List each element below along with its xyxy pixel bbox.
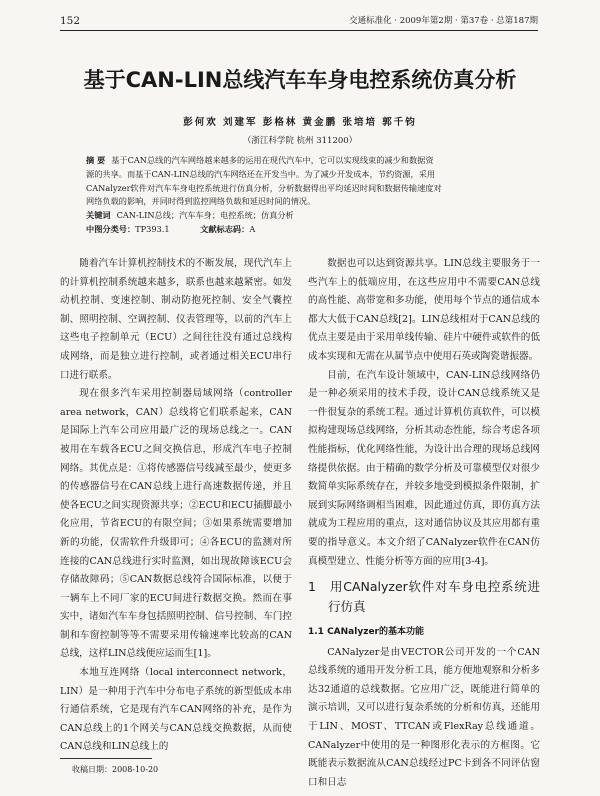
affiliation: （浙江科学院 杭州 311200）	[242, 136, 358, 146]
footnote-rule	[60, 758, 152, 759]
body-paragraph: 现在很多汽车采用控制器局域网络（controller area network，CAN）总线将它们联系起来，CAN是国际上汽车公司应用最广泛的现场总线之一。CAN被用在车载各ECU之间交换信息，形成汽车电子控制网络。其优点是：①将传感器信号线减至最少，使更多的传感器信号在CAN总线上进行高速数据传递，并且使各ECU之间实现资源共享；②ECU和ECU插脚最小化应用，节省ECU的有限空间；③如果系统需要增加新的功能，仅需软件升级即可；④各ECU的监测对所连接的CAN总线进行实时监测，如出现故障该ECU会存储故障码；⑤CAN数据总线符合国际标准，以便于一辆车上不同厂家的ECU间进行数据交换。然而在事实中，诸如汽车车身包括照明控制、信号控制、车门控制和车窗控制等等不需要采用传输速率比较高的CAN总线，这样LIN总线便应运而生[1]。	[60, 388, 292, 660]
doc-code-label: 文献标志码：	[200, 223, 250, 234]
section-number: 1	[308, 579, 316, 595]
abstract-line: 网络负载的影响，并同时得到监控网络负载和延迟时间的情况。	[86, 196, 316, 207]
abstract-line: 源的共享。而基于CAN-LIN总线的汽车网络还在开发当中。为了减少开发成本，节约资源，采用	[86, 168, 436, 179]
body-paragraph: 随着汽车计算机控制技术的不断发展，现代汽车上的计算机控制系统越来越多，联系也越来越紧密。如发动机控制、变速控制、制动防抱死控制、安全气囊控制、照明控制、空调控制、仪表管理等，以前的汽车上这些电子控制单元（ECU）之间往往没有通过总线构成网络，而是独立进行控制，或者通过相关ECU串行口进行联系。	[60, 258, 292, 381]
doc-code: A	[249, 223, 256, 234]
keywords	[86, 209, 504, 223]
right-column	[308, 255, 540, 792]
left-column	[60, 255, 292, 757]
authors: 彭何欢 刘建军 彭格林 黄金鹏 张培培 郭千钧	[183, 117, 417, 128]
section-heading	[308, 577, 540, 617]
journal-info: 交通标准化 · 2009年第2期 · 第37卷 · 总第187期	[349, 16, 538, 26]
clc-label: 中图分类号：	[86, 223, 136, 234]
paper-title: 基于CAN-LIN总线汽车车身电控系统仿真分析	[83, 68, 517, 92]
abstract-line: CANalyzer软件对汽车车身电控系统进行仿真分析，分析数据得出平均延迟时间和数据传输速度对	[86, 182, 442, 193]
body-paragraph: 数据也可以达到资源共享。LIN总线主要服务于一些汽车上的低端应用，在这些应用中不需要CAN总线的高性能、高带宽和多功能，使用每个节点的通信成本都大大低于CAN总线[2]。LIN总线相对于CAN总线的优点主要是由于采用单线传输、硅片中硬件或软件的低成本实现和无需在从属节点中使用石英或陶瓷谐振器。	[308, 258, 540, 362]
subsection-heading: 1.1 CANalyzer的基本功能	[308, 627, 424, 638]
clc-code: TP393.1	[135, 223, 170, 234]
page-number: 152	[60, 15, 81, 27]
body-paragraph: 目前，在汽车设计领域中，CAN-LIN总线网络仍是一种必须采用的技术手段，设计CAN总线系统又是一件很复杂的系统工程。通过计算机仿真软件，可以模拟构建现场总线网络，分析其动态性能，综合考虑各项性能指标，优化网络性能，为设计出合理的现场总线网络提供依据。由于精确的数学分析及可靠模型仅对很少数简单实际系统存在，并较多地受到模拟条件限制，扩展到实际网络调相当困难，因此通过仿真，即仿真方法就成为工程应用的重点，这对通信协议及其应用都有重要的指导意义。本文介绍了CANalyzer软件在CAN仿真模型建立、性能分析等方面的应用[3-4]。	[308, 369, 540, 567]
abstract-block	[86, 154, 504, 237]
received-date-footnote: 收稿日期：2008-10-20	[72, 765, 159, 774]
classification	[86, 223, 504, 237]
keywords-text: CAN-LIN总线；汽车车身；电控系统；仿真分析	[116, 210, 294, 221]
running-header	[60, 14, 538, 28]
section-title: 用CANalyzer软件对车身电控系统进行仿真	[328, 579, 540, 615]
body-paragraph: 本地互连网络（local interconnect network，LIN）是一种用于汽车中分布电子系统的新型低成本串行通信系统，它是现有汽车CAN网络的补充，是作为CAN总线上的1个网关与CAN总线交换数据，从而使CAN总线和LIN总线上的	[60, 667, 292, 753]
abstract-label: 摘 要	[86, 155, 106, 165]
body-paragraph: CANalyzer是由VECTOR公司开发的一个CAN总线系统的通用开发分析工具，能方便地观察和分析多达32通道的总线数据。它应用广泛，既能进行简单的演示培训，又可以进行复杂系统的分析和仿真，还能用于LIN、MOST、TTCAN或FlexRay总线通道。CANalyzer中使用的是一种图形化表示的方框图。它既能表示数据流从CAN总线经过PC卡到各不同评估窗口和日志	[308, 646, 540, 788]
keywords-label: 关键词	[86, 210, 111, 221]
abstract-line: 摘 要 基于CAN总线的汽车网络越来越多的运用在现代汽车中，它可以实现线束的减少和数据资	[86, 155, 434, 165]
header-rule	[60, 30, 538, 31]
